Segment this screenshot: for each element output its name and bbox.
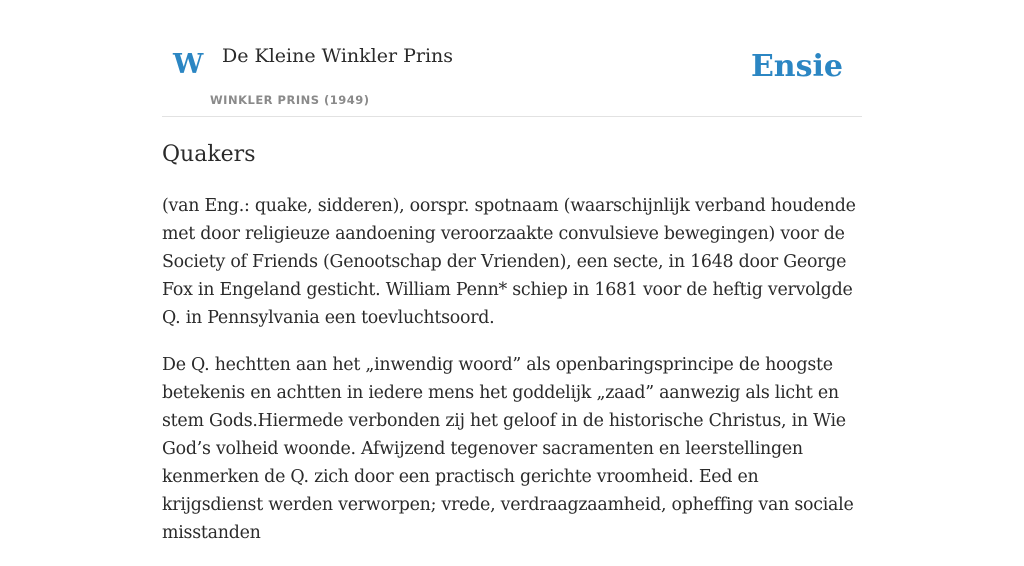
work-logo[interactable]: W <box>173 49 204 80</box>
header <box>162 0 862 117</box>
work-subtitle: WINKLER PRINS (1949) <box>210 93 370 107</box>
article-title: Quakers <box>162 142 256 167</box>
article-paragraph: De Q. hechtten aan het „inwendig woord” als openbaringsprincipe de hoogste betekenis en achtten in iedere mens het goddelijk „zaad” aanwezig als licht en stem Gods.Hiermede verbonden zij het geloof in de historische Christus, in Wie God’s volheid woonde. Afwijzend tegenover sacramenten en leerstellingen kenmerken de Q. zich door een practisch gerichte vroomheid. Eed en krijgsdienst werden verworpen; vrede, verdraagzaamheid, opheffing van sociale misstanden <box>162 355 854 543</box>
work-title[interactable]: De Kleine Winkler Prins <box>222 45 454 67</box>
article-paragraph: (van Eng.: quake, sidderen), oorspr. spotnaam (waarschijnlijk verband houdende met door religieuze aandoening veroorzaakte convulsieve bewegingen) voor de Society of Friends (Genootschap der Vrienden), een secte, in 1648 door George Fox in Engeland gesticht. William Penn* schiep in 1681 voor de heftig vervolgde Q. in Pennsylvania een toevluchtsoord. <box>162 196 856 328</box>
site-logo[interactable]: Ensie <box>750 49 843 84</box>
article <box>162 138 862 566</box>
